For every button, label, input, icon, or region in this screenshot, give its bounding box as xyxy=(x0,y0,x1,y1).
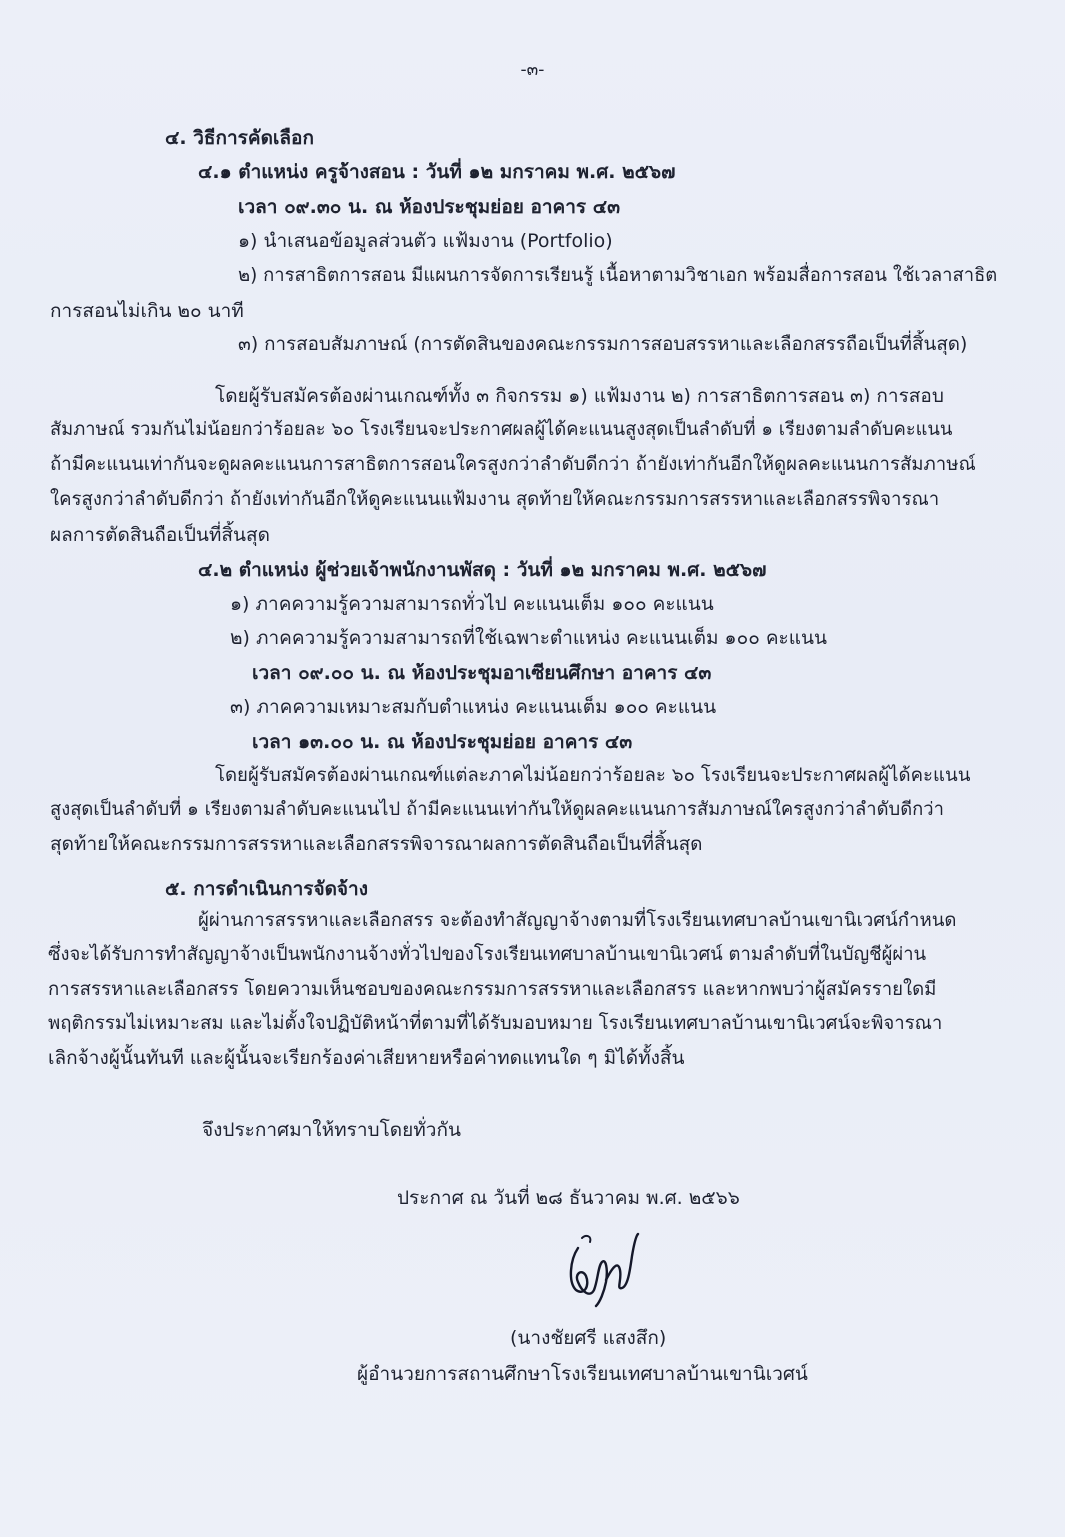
sub41-para-line: ถ้ามีคะแนนเท่ากันจะดูผลคะแนนการสาธิตการสอนใครสูงกว่าลำดับดีกว่า ถ้ายังเท่ากันอีกให้ดูผลคะแนนการสัมภาษณ์ xyxy=(50,454,976,475)
sub41-title: ๔.๑ ตำแหน่ง ครูจ้างสอน : วันที่ ๑๒ มกราคม พ.ศ. ๒๕๖๗ xyxy=(198,161,676,183)
sub41-para-line: สัมภาษณ์ รวมกันไม่น้อยกว่าร้อยละ ๖๐ โรงเรียนจะประกาศผลผู้ได้คะแนนสูงสุดเป็นลำดับที่ ๑ เรียงตามลำดับคะแนน xyxy=(50,419,953,440)
sub42-time2: เวลา ๑๓.๐๐ น. ณ ห้องประชุมย่อย อาคาร ๔๓ xyxy=(252,731,633,753)
signer-title: ผู้อำนวยการสถานศึกษาโรงเรียนเทศบาลบ้านเขานิเวศน์ xyxy=(357,1363,808,1385)
signer-name: (นางชัยศรี แสงสึก) xyxy=(510,1327,667,1349)
section5-heading: ๕. การดำเนินการจัดจ้าง xyxy=(165,878,368,900)
signature-mark xyxy=(556,1230,646,1310)
sub42-para-line: สุดท้ายให้คณะกรรมการสรรหาและเลือกสรรพิจารณาผลการตัดสินถือเป็นที่สิ้นสุด xyxy=(50,833,703,855)
sub42-item2: ๒) ภาคความรู้ความสามารถที่ใช้เฉพาะตำแหน่ง คะแนนเต็ม ๑๐๐ คะแนน xyxy=(230,627,827,649)
sub41-time: เวลา ๐๙.๓๐ น. ณ ห้องประชุมย่อย อาคาร ๔๓ xyxy=(238,196,621,218)
section5-para-line: การสรรหาและเลือกสรร โดยความเห็นชอบของคณะกรรมการสรรหาและเลือกสรร และหากพบว่าผู้สมัครรายใดมี xyxy=(48,979,937,1000)
announce-date: ประกาศ ณ วันที่ ๒๘ ธันวาคม พ.ศ. ๒๕๖๖ xyxy=(397,1187,740,1209)
section5-para-line: ซึ่งจะได้รับการทำสัญญาจ้างเป็นพนักงานจ้างทั่วไปของโรงเรียนเทศบาลบ้านเขานิเวศน์ ตามลำดับที่ในบัญชีผู้ผ่าน xyxy=(48,944,927,965)
closing-statement: จึงประกาศมาให้ทราบโดยทั่วกัน xyxy=(202,1119,461,1141)
sub42-item1: ๑) ภาคความรู้ความสามารถทั่วไป คะแนนเต็ม ๑๐๐ คะแนน xyxy=(230,593,714,615)
section5-para-line: พฤติกรรมไม่เหมาะสม และไม่ตั้งใจปฏิบัติหน้าที่ตามที่ได้รับมอบหมาย โรงเรียนเทศบาลบ้านเขานิเวศน์จะพิจารณา xyxy=(48,1013,943,1034)
sub41-item2-line1: ๒) การสาธิตการสอน มีแผนการจัดการเรียนรู้ เนื้อหาตามวิชาเอก พร้อมสื่อการสอน ใช้เวลาสาธิต xyxy=(238,265,998,286)
sub41-item3: ๓) การสอบสัมภาษณ์ (การตัดสินของคณะกรรมการสอบสรรหาและเลือกสรรถือเป็นที่สิ้นสุด) xyxy=(238,334,968,355)
section5-para-line: เลิกจ้างผู้นั้นทันที และผู้นั้นจะเรียกร้องค่าเสียหายหรือค่าทดแทนใด ๆ มิได้ทั้งสิ้น xyxy=(48,1047,685,1069)
sub41-item1: ๑) นำเสนอข้อมูลส่วนตัว แฟ้มงาน (Portfolio) xyxy=(238,230,613,252)
sub41-item2-line2: การสอนไม่เกิน ๒๐ นาที xyxy=(50,300,244,322)
sub42-title: ๔.๒ ตำแหน่ง ผู้ช่วยเจ้าพนักงานพัสดุ : วันที่ ๑๒ มกราคม พ.ศ. ๒๕๖๗ xyxy=(198,559,767,581)
sub41-para-line: โดยผู้รับสมัครต้องผ่านเกณฑ์ทั้ง ๓ กิจกรรม ๑) แฟ้มงาน ๒) การสาธิตการสอน ๓) การสอบ xyxy=(215,385,944,407)
sub41-para-line: ผลการตัดสินถือเป็นที่สิ้นสุด xyxy=(50,524,270,546)
sub42-time1: เวลา ๐๙.๐๐ น. ณ ห้องประชุมอาเซียนศึกษา อาคาร ๔๓ xyxy=(252,662,712,684)
sub42-item3: ๓) ภาคความเหมาะสมกับตำแหน่ง คะแนนเต็ม ๑๐๐ คะแนน xyxy=(230,696,717,718)
page-number: -๓- xyxy=(520,60,545,80)
sub41-para-line: ใครสูงกว่าลำดับดีกว่า ถ้ายังเท่ากันอีกให้ดูคะแนนแฟ้มงาน สุดท้ายให้คณะกรรมการสรรหาและเลือกสรรพิจารณา xyxy=(50,489,940,510)
section5-para-line: ผู้ผ่านการสรรหาและเลือกสรร จะต้องทำสัญญาจ้างตามที่โรงเรียนเทศบาลบ้านเขานิเวศน์กำหนด xyxy=(198,910,957,931)
sub42-para-line: สูงสุดเป็นลำดับที่ ๑ เรียงตามลำดับคะแนนไป ถ้ามีคะแนนเท่ากันให้ดูผลคะแนนการสัมภาษณ์ใครสูงกว่าลำดับดีกว่า xyxy=(50,799,944,820)
section4-heading: ๔. วิธีการคัดเลือก xyxy=(165,127,314,149)
sub42-para-line: โดยผู้รับสมัครต้องผ่านเกณฑ์แต่ละภาคไม่น้อยกว่าร้อยละ ๖๐ โรงเรียนจะประกาศผลผู้ได้คะแนน xyxy=(215,765,971,786)
